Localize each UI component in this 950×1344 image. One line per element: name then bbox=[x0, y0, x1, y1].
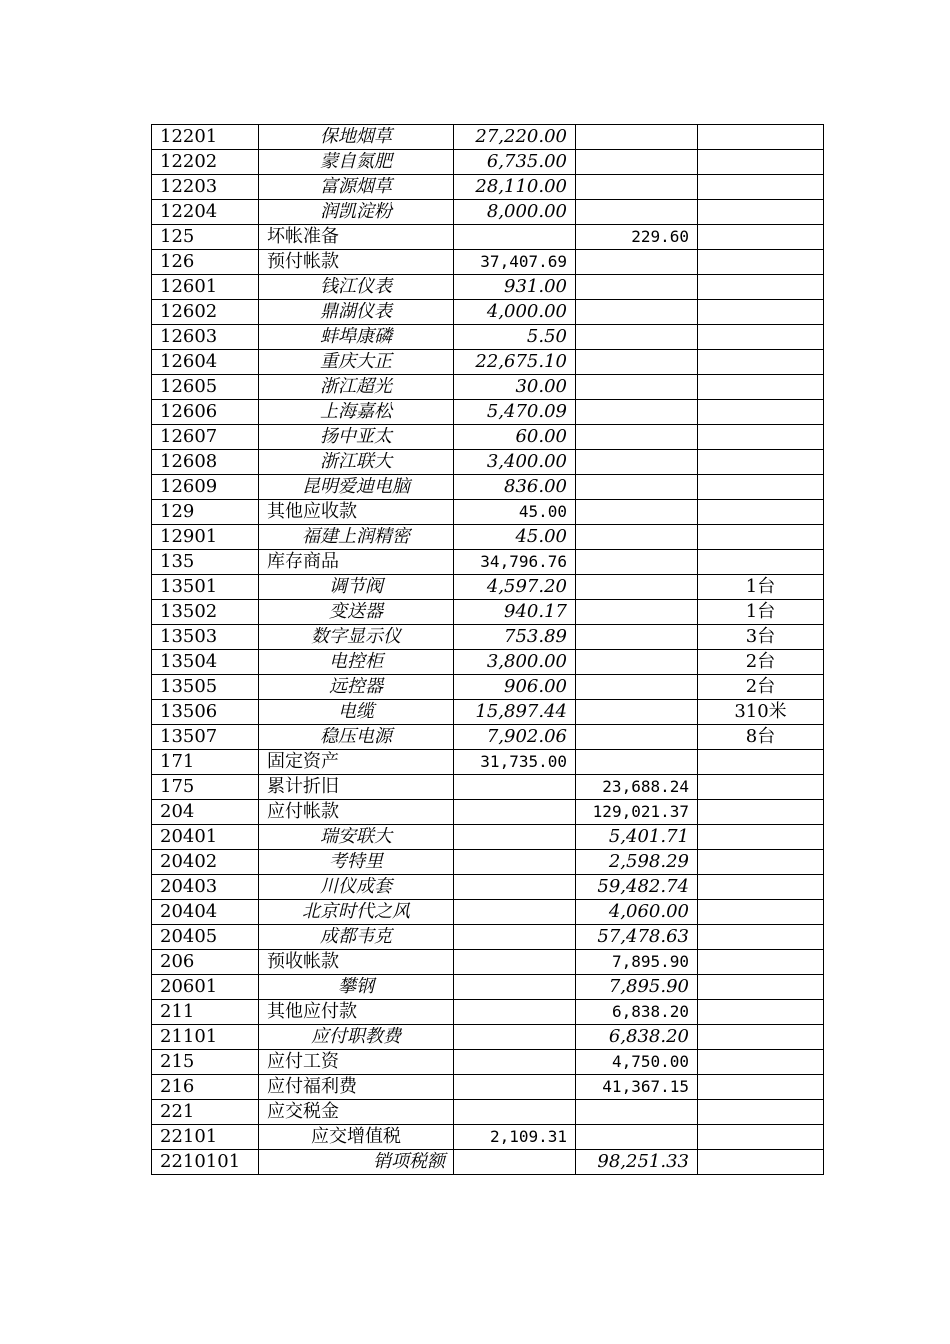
quantity-cell bbox=[698, 475, 824, 500]
account-name-cell: 润凯淀粉 bbox=[259, 200, 454, 225]
debit-amount-cell: 3,800.00 bbox=[454, 650, 576, 675]
account-code-cell: 20405 bbox=[152, 925, 259, 950]
quantity-cell bbox=[698, 1125, 824, 1150]
credit-amount-cell bbox=[576, 675, 698, 700]
debit-amount-cell bbox=[454, 1050, 576, 1075]
quantity-cell bbox=[698, 850, 824, 875]
table-row bbox=[152, 1075, 824, 1100]
account-name-cell: 调节阀 bbox=[259, 575, 454, 600]
credit-amount-cell: 57,478.63 bbox=[576, 925, 698, 950]
credit-amount-cell: 129,021.37 bbox=[576, 800, 698, 825]
account-name-cell: 昆明爱迪电脑 bbox=[259, 475, 454, 500]
account-name-cell: 预付帐款 bbox=[259, 250, 454, 275]
account-code-cell: 13505 bbox=[152, 675, 259, 700]
debit-amount-cell bbox=[454, 1025, 576, 1050]
debit-amount-cell bbox=[454, 925, 576, 950]
account-code-cell: 125 bbox=[152, 225, 259, 250]
account-code-cell: 175 bbox=[152, 775, 259, 800]
account-code-cell: 129 bbox=[152, 500, 259, 525]
table-row bbox=[152, 975, 824, 1000]
quantity-cell bbox=[698, 775, 824, 800]
account-code-cell: 12201 bbox=[152, 125, 259, 150]
table-row bbox=[152, 525, 824, 550]
quantity-cell bbox=[698, 1150, 824, 1175]
table-row bbox=[152, 300, 824, 325]
account-name-cell: 瑞安联大 bbox=[259, 825, 454, 850]
credit-amount-cell: 4,750.00 bbox=[576, 1050, 698, 1075]
account-code-cell: 171 bbox=[152, 750, 259, 775]
debit-amount-cell: 27,220.00 bbox=[454, 125, 576, 150]
account-name-cell: 富源烟草 bbox=[259, 175, 454, 200]
quantity-cell bbox=[698, 350, 824, 375]
quantity-cell: 2台 bbox=[698, 650, 824, 675]
account-name-cell: 库存商品 bbox=[259, 550, 454, 575]
table-row bbox=[152, 950, 824, 975]
debit-amount-cell bbox=[454, 850, 576, 875]
credit-amount-cell bbox=[576, 375, 698, 400]
quantity-cell bbox=[698, 1100, 824, 1125]
quantity-cell bbox=[698, 900, 824, 925]
quantity-cell bbox=[698, 300, 824, 325]
table-row bbox=[152, 650, 824, 675]
account-code-cell: 12204 bbox=[152, 200, 259, 225]
debit-amount-cell: 753.89 bbox=[454, 625, 576, 650]
credit-amount-cell bbox=[576, 200, 698, 225]
debit-amount-cell: 15,897.44 bbox=[454, 700, 576, 725]
account-code-cell: 13503 bbox=[152, 625, 259, 650]
credit-amount-cell: 7,895.90 bbox=[576, 950, 698, 975]
debit-amount-cell bbox=[454, 1000, 576, 1025]
table-row bbox=[152, 450, 824, 475]
debit-amount-cell: 5,470.09 bbox=[454, 400, 576, 425]
debit-amount-cell: 3,400.00 bbox=[454, 450, 576, 475]
account-code-cell: 12607 bbox=[152, 425, 259, 450]
debit-amount-cell bbox=[454, 1100, 576, 1125]
account-code-cell: 216 bbox=[152, 1075, 259, 1100]
account-name-cell: 扬中亚太 bbox=[259, 425, 454, 450]
debit-amount-cell bbox=[454, 900, 576, 925]
credit-amount-cell bbox=[576, 175, 698, 200]
account-code-cell: 12601 bbox=[152, 275, 259, 300]
table-row bbox=[152, 675, 824, 700]
table-row bbox=[152, 1150, 824, 1175]
quantity-cell bbox=[698, 250, 824, 275]
table-row bbox=[152, 775, 824, 800]
table-row bbox=[152, 325, 824, 350]
debit-amount-cell bbox=[454, 1075, 576, 1100]
credit-amount-cell: 59,482.74 bbox=[576, 875, 698, 900]
credit-amount-cell bbox=[576, 700, 698, 725]
table-row bbox=[152, 700, 824, 725]
account-name-cell: 攀钢 bbox=[259, 975, 454, 1000]
debit-amount-cell: 4,597.20 bbox=[454, 575, 576, 600]
account-code-cell: 13504 bbox=[152, 650, 259, 675]
quantity-cell bbox=[698, 975, 824, 1000]
quantity-cell bbox=[698, 225, 824, 250]
account-name-cell: 鼎湖仪表 bbox=[259, 300, 454, 325]
debit-amount-cell: 8,000.00 bbox=[454, 200, 576, 225]
account-name-cell: 上海嘉松 bbox=[259, 400, 454, 425]
quantity-cell bbox=[698, 550, 824, 575]
account-name-cell: 应付工资 bbox=[259, 1050, 454, 1075]
account-code-cell: 12202 bbox=[152, 150, 259, 175]
debit-amount-cell: 931.00 bbox=[454, 275, 576, 300]
debit-amount-cell: 4,000.00 bbox=[454, 300, 576, 325]
credit-amount-cell bbox=[576, 725, 698, 750]
account-name-cell: 销项税额 bbox=[259, 1150, 454, 1175]
table-row bbox=[152, 1100, 824, 1125]
table-row bbox=[152, 1025, 824, 1050]
debit-amount-cell: 7,902.06 bbox=[454, 725, 576, 750]
credit-amount-cell bbox=[576, 500, 698, 525]
account-name-cell: 重庆大正 bbox=[259, 350, 454, 375]
table-row bbox=[152, 750, 824, 775]
account-code-cell: 12901 bbox=[152, 525, 259, 550]
quantity-cell bbox=[698, 175, 824, 200]
credit-amount-cell bbox=[576, 125, 698, 150]
account-code-cell: 215 bbox=[152, 1050, 259, 1075]
credit-amount-cell: 2,598.29 bbox=[576, 850, 698, 875]
account-name-cell: 蚌埠康磷 bbox=[259, 325, 454, 350]
quantity-cell bbox=[698, 750, 824, 775]
account-code-cell: 204 bbox=[152, 800, 259, 825]
credit-amount-cell bbox=[576, 1100, 698, 1125]
quantity-cell bbox=[698, 500, 824, 525]
quantity-cell bbox=[698, 200, 824, 225]
debit-amount-cell: 28,110.00 bbox=[454, 175, 576, 200]
debit-amount-cell: 60.00 bbox=[454, 425, 576, 450]
account-name-cell: 数字显示仪 bbox=[259, 625, 454, 650]
credit-amount-cell bbox=[576, 350, 698, 375]
account-code-cell: 21101 bbox=[152, 1025, 259, 1050]
credit-amount-cell bbox=[576, 575, 698, 600]
debit-amount-cell: 31,735.00 bbox=[454, 750, 576, 775]
account-name-cell: 应付职教费 bbox=[259, 1025, 454, 1050]
account-code-cell: 13501 bbox=[152, 575, 259, 600]
table-row bbox=[152, 625, 824, 650]
credit-amount-cell: 6,838.20 bbox=[576, 1025, 698, 1050]
credit-amount-cell bbox=[576, 275, 698, 300]
quantity-cell bbox=[698, 1025, 824, 1050]
account-code-cell: 20401 bbox=[152, 825, 259, 850]
quantity-cell: 310米 bbox=[698, 700, 824, 725]
account-name-cell: 考特里 bbox=[259, 850, 454, 875]
debit-amount-cell: 5.50 bbox=[454, 325, 576, 350]
quantity-cell bbox=[698, 150, 824, 175]
debit-amount-cell bbox=[454, 875, 576, 900]
credit-amount-cell bbox=[576, 250, 698, 275]
account-code-cell: 12606 bbox=[152, 400, 259, 425]
table-row bbox=[152, 600, 824, 625]
credit-amount-cell: 23,688.24 bbox=[576, 775, 698, 800]
account-name-cell: 预收帐款 bbox=[259, 950, 454, 975]
quantity-cell bbox=[698, 425, 824, 450]
quantity-cell: 1台 bbox=[698, 575, 824, 600]
debit-amount-cell: 2,109.31 bbox=[454, 1125, 576, 1150]
table-row bbox=[152, 350, 824, 375]
credit-amount-cell bbox=[576, 400, 698, 425]
debit-amount-cell bbox=[454, 975, 576, 1000]
credit-amount-cell bbox=[576, 525, 698, 550]
account-name-cell: 保地烟草 bbox=[259, 125, 454, 150]
credit-amount-cell: 5,401.71 bbox=[576, 825, 698, 850]
quantity-cell bbox=[698, 375, 824, 400]
table-row bbox=[152, 900, 824, 925]
table-row bbox=[152, 550, 824, 575]
debit-amount-cell: 45.00 bbox=[454, 500, 576, 525]
credit-amount-cell: 229.60 bbox=[576, 225, 698, 250]
table-row bbox=[152, 175, 824, 200]
account-name-cell: 电缆 bbox=[259, 700, 454, 725]
quantity-cell bbox=[698, 1050, 824, 1075]
account-name-cell: 浙江超光 bbox=[259, 375, 454, 400]
credit-amount-cell: 7,895.90 bbox=[576, 975, 698, 1000]
account-code-cell: 13506 bbox=[152, 700, 259, 725]
table-row bbox=[152, 725, 824, 750]
credit-amount-cell bbox=[576, 325, 698, 350]
table-row bbox=[152, 200, 824, 225]
quantity-cell bbox=[698, 275, 824, 300]
credit-amount-cell bbox=[576, 1125, 698, 1150]
table-row bbox=[152, 225, 824, 250]
debit-amount-cell: 30.00 bbox=[454, 375, 576, 400]
debit-amount-cell bbox=[454, 1150, 576, 1175]
account-balance-table bbox=[151, 124, 824, 1175]
credit-amount-cell bbox=[576, 150, 698, 175]
account-name-cell: 川仪成套 bbox=[259, 875, 454, 900]
account-name-cell: 远控器 bbox=[259, 675, 454, 700]
account-name-cell: 变送器 bbox=[259, 600, 454, 625]
quantity-cell bbox=[698, 950, 824, 975]
quantity-cell: 3台 bbox=[698, 625, 824, 650]
credit-amount-cell bbox=[576, 600, 698, 625]
account-code-cell: 206 bbox=[152, 950, 259, 975]
account-name-cell: 固定资产 bbox=[259, 750, 454, 775]
debit-amount-cell bbox=[454, 225, 576, 250]
account-code-cell: 20404 bbox=[152, 900, 259, 925]
quantity-cell bbox=[698, 1000, 824, 1025]
account-name-cell: 蒙自氮肥 bbox=[259, 150, 454, 175]
account-code-cell: 12203 bbox=[152, 175, 259, 200]
account-code-cell: 22101 bbox=[152, 1125, 259, 1150]
quantity-cell bbox=[698, 1075, 824, 1100]
quantity-cell bbox=[698, 800, 824, 825]
account-name-cell: 其他应收款 bbox=[259, 500, 454, 525]
account-name-cell: 其他应付款 bbox=[259, 1000, 454, 1025]
table-row bbox=[152, 250, 824, 275]
quantity-cell bbox=[698, 825, 824, 850]
credit-amount-cell: 4,060.00 bbox=[576, 900, 698, 925]
credit-amount-cell bbox=[576, 475, 698, 500]
debit-amount-cell: 34,796.76 bbox=[454, 550, 576, 575]
account-code-cell: 12605 bbox=[152, 375, 259, 400]
debit-amount-cell: 45.00 bbox=[454, 525, 576, 550]
account-name-cell: 稳压电源 bbox=[259, 725, 454, 750]
quantity-cell: 8台 bbox=[698, 725, 824, 750]
account-name-cell: 成都韦克 bbox=[259, 925, 454, 950]
credit-amount-cell bbox=[576, 750, 698, 775]
account-code-cell: 126 bbox=[152, 250, 259, 275]
account-name-cell: 北京时代之风 bbox=[259, 900, 454, 925]
quantity-cell bbox=[698, 400, 824, 425]
account-name-cell: 应交税金 bbox=[259, 1100, 454, 1125]
table-row bbox=[152, 800, 824, 825]
debit-amount-cell: 6,735.00 bbox=[454, 150, 576, 175]
table-row bbox=[152, 1125, 824, 1150]
table-row bbox=[152, 500, 824, 525]
account-name-cell: 应交增值税 bbox=[259, 1125, 454, 1150]
debit-amount-cell bbox=[454, 950, 576, 975]
account-code-cell: 20402 bbox=[152, 850, 259, 875]
account-code-cell: 2210101 bbox=[152, 1150, 259, 1175]
credit-amount-cell bbox=[576, 650, 698, 675]
table-row bbox=[152, 425, 824, 450]
table-row bbox=[152, 875, 824, 900]
account-code-cell: 12608 bbox=[152, 450, 259, 475]
quantity-cell bbox=[698, 450, 824, 475]
credit-amount-cell bbox=[576, 450, 698, 475]
quantity-cell bbox=[698, 875, 824, 900]
table-row bbox=[152, 275, 824, 300]
table-row bbox=[152, 475, 824, 500]
debit-amount-cell: 836.00 bbox=[454, 475, 576, 500]
debit-amount-cell: 22,675.10 bbox=[454, 350, 576, 375]
account-code-cell: 20403 bbox=[152, 875, 259, 900]
quantity-cell bbox=[698, 525, 824, 550]
credit-amount-cell: 41,367.15 bbox=[576, 1075, 698, 1100]
table-row bbox=[152, 1000, 824, 1025]
account-code-cell: 12602 bbox=[152, 300, 259, 325]
account-code-cell: 13507 bbox=[152, 725, 259, 750]
table-row bbox=[152, 925, 824, 950]
table-row bbox=[152, 150, 824, 175]
quantity-cell bbox=[698, 325, 824, 350]
account-code-cell: 12604 bbox=[152, 350, 259, 375]
quantity-cell: 2台 bbox=[698, 675, 824, 700]
account-code-cell: 211 bbox=[152, 1000, 259, 1025]
table-body bbox=[152, 125, 824, 1175]
debit-amount-cell: 940.17 bbox=[454, 600, 576, 625]
table-row bbox=[152, 375, 824, 400]
account-name-cell: 应付帐款 bbox=[259, 800, 454, 825]
account-code-cell: 12609 bbox=[152, 475, 259, 500]
debit-amount-cell: 37,407.69 bbox=[454, 250, 576, 275]
table-row bbox=[152, 400, 824, 425]
credit-amount-cell bbox=[576, 550, 698, 575]
debit-amount-cell: 906.00 bbox=[454, 675, 576, 700]
account-name-cell: 电控柜 bbox=[259, 650, 454, 675]
table-row bbox=[152, 125, 824, 150]
account-name-cell: 浙江联大 bbox=[259, 450, 454, 475]
quantity-cell bbox=[698, 925, 824, 950]
account-code-cell: 12603 bbox=[152, 325, 259, 350]
credit-amount-cell: 6,838.20 bbox=[576, 1000, 698, 1025]
quantity-cell bbox=[698, 125, 824, 150]
table-row bbox=[152, 1050, 824, 1075]
credit-amount-cell bbox=[576, 300, 698, 325]
account-name-cell: 钱江仪表 bbox=[259, 275, 454, 300]
account-code-cell: 221 bbox=[152, 1100, 259, 1125]
account-name-cell: 福建上润精密 bbox=[259, 525, 454, 550]
table-row bbox=[152, 575, 824, 600]
table-row bbox=[152, 825, 824, 850]
debit-amount-cell bbox=[454, 800, 576, 825]
account-name-cell: 应付福利费 bbox=[259, 1075, 454, 1100]
quantity-cell: 1台 bbox=[698, 600, 824, 625]
debit-amount-cell bbox=[454, 825, 576, 850]
credit-amount-cell: 98,251.33 bbox=[576, 1150, 698, 1175]
credit-amount-cell bbox=[576, 425, 698, 450]
table-row bbox=[152, 850, 824, 875]
account-code-cell: 135 bbox=[152, 550, 259, 575]
account-name-cell: 累计折旧 bbox=[259, 775, 454, 800]
account-name-cell: 坏帐准备 bbox=[259, 225, 454, 250]
credit-amount-cell bbox=[576, 625, 698, 650]
debit-amount-cell bbox=[454, 775, 576, 800]
account-code-cell: 20601 bbox=[152, 975, 259, 1000]
account-code-cell: 13502 bbox=[152, 600, 259, 625]
